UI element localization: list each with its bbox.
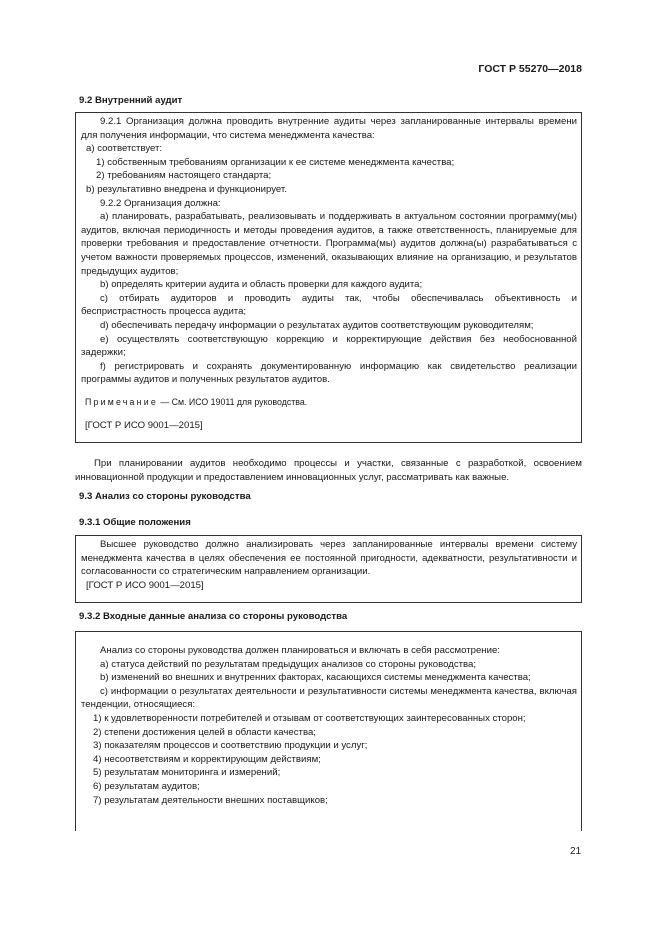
sub-item-5: 5) результатам мониторинга и измерений; — [93, 767, 281, 779]
quote-box-9-2 — [75, 112, 582, 443]
sub-item-6: 6) результатам аудитов; — [93, 780, 200, 792]
list-item-e: e) осуществлять соответствующую коррекцию и корректирующие действия без необоснованной задержки; — [81, 333, 577, 359]
list-item-a: a) планировать, разрабатывать, реализовывать и поддерживать в актуальном состоянии программу(мы) аудитов, включая периодичность и методы проведения аудитов, а также ответственность, планируемые для проверки требования и предоставление отчетности. Программа(мы) аудитов должна(ы) разрабатываться с учетом важности проверяемых процессов, изменений, оказывающих влияние на организацию, и результатов предыдущих аудитов; — [81, 211, 577, 277]
clause-9-3-1-text: Высшее руководство должно анализировать через запланированные интервалы времени систему менеджмента качества в целях обеспечения ее постоянной пригодности, адекватности, результативности и согласованности со стратегическим направлением организации. — [81, 539, 577, 578]
note-text: — См. ИСО 19011 для руководства. — [157, 396, 308, 407]
quote-box-9-3-2 — [75, 631, 582, 831]
clause-9-3-2-intro: Анализ со стороны руководства должен планироваться и включать в себя рассмотрение: — [100, 645, 500, 656]
item-a: a) соответствует: — [86, 143, 163, 155]
list-item-f: f) регистрировать и сохранять документированную информацию как свидетельство реализации программы аудитов и полученных результатов аудитов. — [81, 360, 577, 386]
item-a-1: 1) собственным требованиям организации к ее системе менеджмента качества; — [96, 156, 455, 168]
page-number: 21 — [570, 846, 582, 857]
sub-item-7: 7) результатам деятельности внешних поставщиков; — [93, 794, 328, 806]
item-a-2: 2) требованиям настоящего стандарта; — [96, 170, 272, 182]
clause-9-2-2: 9.2.2 Организация должна: — [100, 197, 221, 209]
document-code: ГОСТ Р 55270—2018 — [478, 63, 582, 75]
sub-item-4: 4) несоответствиям и корректирующим действиям; — [93, 753, 321, 765]
list-item-c: c) отбирать аудиторов и проводить аудиты так, чтобы обеспечивалась объективность и беспристрастность процесса аудита; — [81, 292, 577, 318]
section-9-3-heading: 9.3 Анализ со стороны руководства — [79, 491, 251, 502]
sub-item-2: 2) степени достижения целей в области качества; — [93, 726, 316, 738]
item-9-3-2-c: c) информации о результатах деятельности и результативности системы менеджмента качества, включая тенденции, относящиеся: — [81, 685, 577, 711]
sub-item-3: 3) показателям процессов и соответствию продукции и услуг; — [93, 740, 368, 752]
note-label: Примечание — [85, 396, 158, 407]
note — [81, 396, 577, 410]
section-9-3-1-heading: 9.3.1 Общие положения — [79, 517, 191, 528]
section-9-3-2-heading: 9.3.2 Входные данные анализа со стороны руководства — [79, 611, 348, 622]
list-item-d: d) обеспечивать передачу информации о результатах аудитов соответствующим руководителям; — [100, 319, 534, 331]
section-9-2-heading: 9.2 Внутренний аудит — [79, 95, 183, 106]
sub-item-1: 1) к удовлетворенности потребителей и отзывам от соответствующих заинтересованных сторон; — [93, 712, 526, 724]
item-9-3-2-b: b) изменений во внешних и внутренних факторах, касающихся системы менеджмента качества; — [100, 672, 531, 684]
item-b: b) результативно внедрена и функционирует. — [86, 183, 287, 195]
reference: [ГОСТ Р ИСО 9001—2015] — [85, 420, 203, 432]
clause-9-2-1: 9.2.1 Организация должна проводить внутренние аудиты через запланированные интервалы времени для получения информации, что система менеджмента качества: — [81, 116, 577, 141]
reference-9-3-1: [ГОСТ Р ИСО 9001—2015] — [86, 579, 204, 591]
list-item-b: b) определять критерии аудита и область проверки для каждого аудита; — [100, 279, 423, 291]
quote-box-9-3-1 — [75, 535, 582, 603]
item-9-3-2-a: a) статуса действий по результатам предыдущих анализов со стороны руководства; — [100, 658, 477, 670]
planning-paragraph: При планировании аудитов необходимо процессы и участки, связанные с разработкой, освоением инновационной продукции и предоставлением инновационных услуг, рассматривать как важные. — [75, 458, 582, 483]
